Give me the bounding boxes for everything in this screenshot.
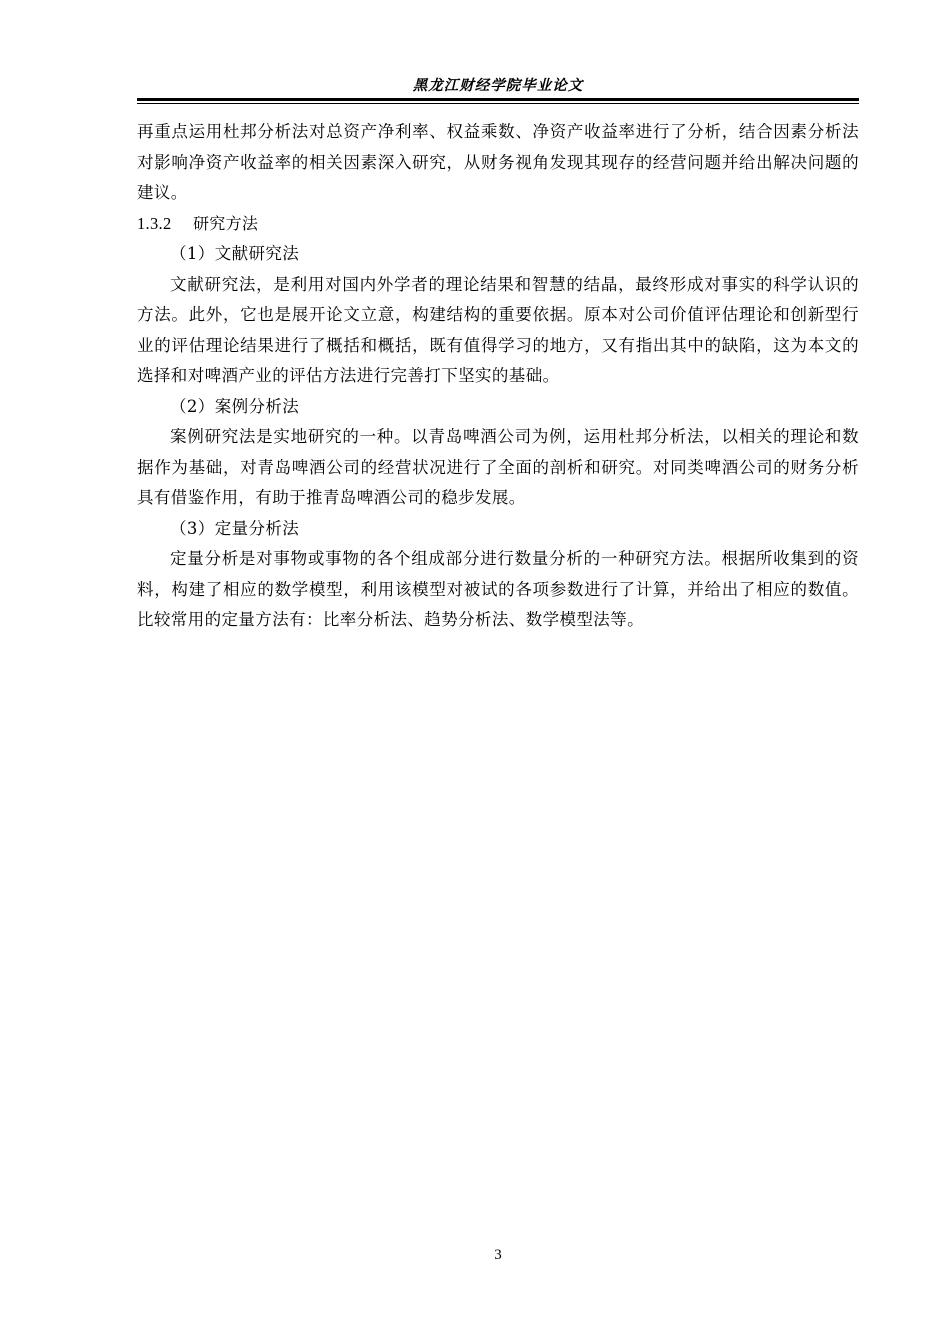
subsection-number: 1.3.2 — [137, 213, 172, 233]
header-rule-thin — [137, 103, 859, 104]
running-header: 黑龙江财经学院毕业论文 — [412, 78, 584, 94]
method-heading-literature: （1）文献研究法 — [170, 244, 300, 263]
body-text — [137, 117, 859, 636]
method-text-quantitative: 定量分析是对事物或事物的各个组成部分进行数量分析的一种研究方法。根据所收集到的资料，构建了相应的数学模型，利用该模型对被试的各项参数进行了计算，并给出了相应的数值。比较常用的定量方法有：比率分析法、趋势分析法、数学模型法等。 — [137, 549, 859, 629]
subsection-heading — [137, 209, 859, 240]
subsection-title: 研究方法 — [193, 213, 259, 233]
method-text-case-study: 案例研究法是实地研究的一种。以青岛啤酒公司为例，运用杜邦分析法，以相关的理论和数据作为基础，对青岛啤酒公司的经营状况进行了全面的剖析和研究。对同类啤酒公司的财务分析具有借鉴作用，有助于推青岛啤酒公司的稳步发展。 — [137, 427, 859, 507]
page-number: 3 — [494, 1247, 502, 1263]
intro-paragraph: 再重点运用杜邦分析法对总资产净利率、权益乘数、净资产收益率进行了分析，结合因素分析法对影响净资产收益率的相关因素深入研究，从财务视角发现其现存的经营问题并给出解决问题的建议。 — [137, 122, 859, 202]
method-text-literature: 文献研究法，是利用对国内外学者的理论结果和智慧的结晶，最终形成对事实的科学认识的方法。此外，它也是展开论文立意，构建结构的重要依据。原本对公司价值评估理论和创新型行业的评估理论结果进行了概括和概括，既有值得学习的地方，又有指出其中的缺陷，这为本文的选择和对啤酒产业的评估方法进行完善打下坚实的基础。 — [137, 274, 859, 385]
method-heading-quantitative: （3）定量分析法 — [170, 518, 300, 538]
header-rule-thick — [137, 98, 859, 101]
method-heading-case-study: （2）案例分析法 — [170, 396, 300, 416]
